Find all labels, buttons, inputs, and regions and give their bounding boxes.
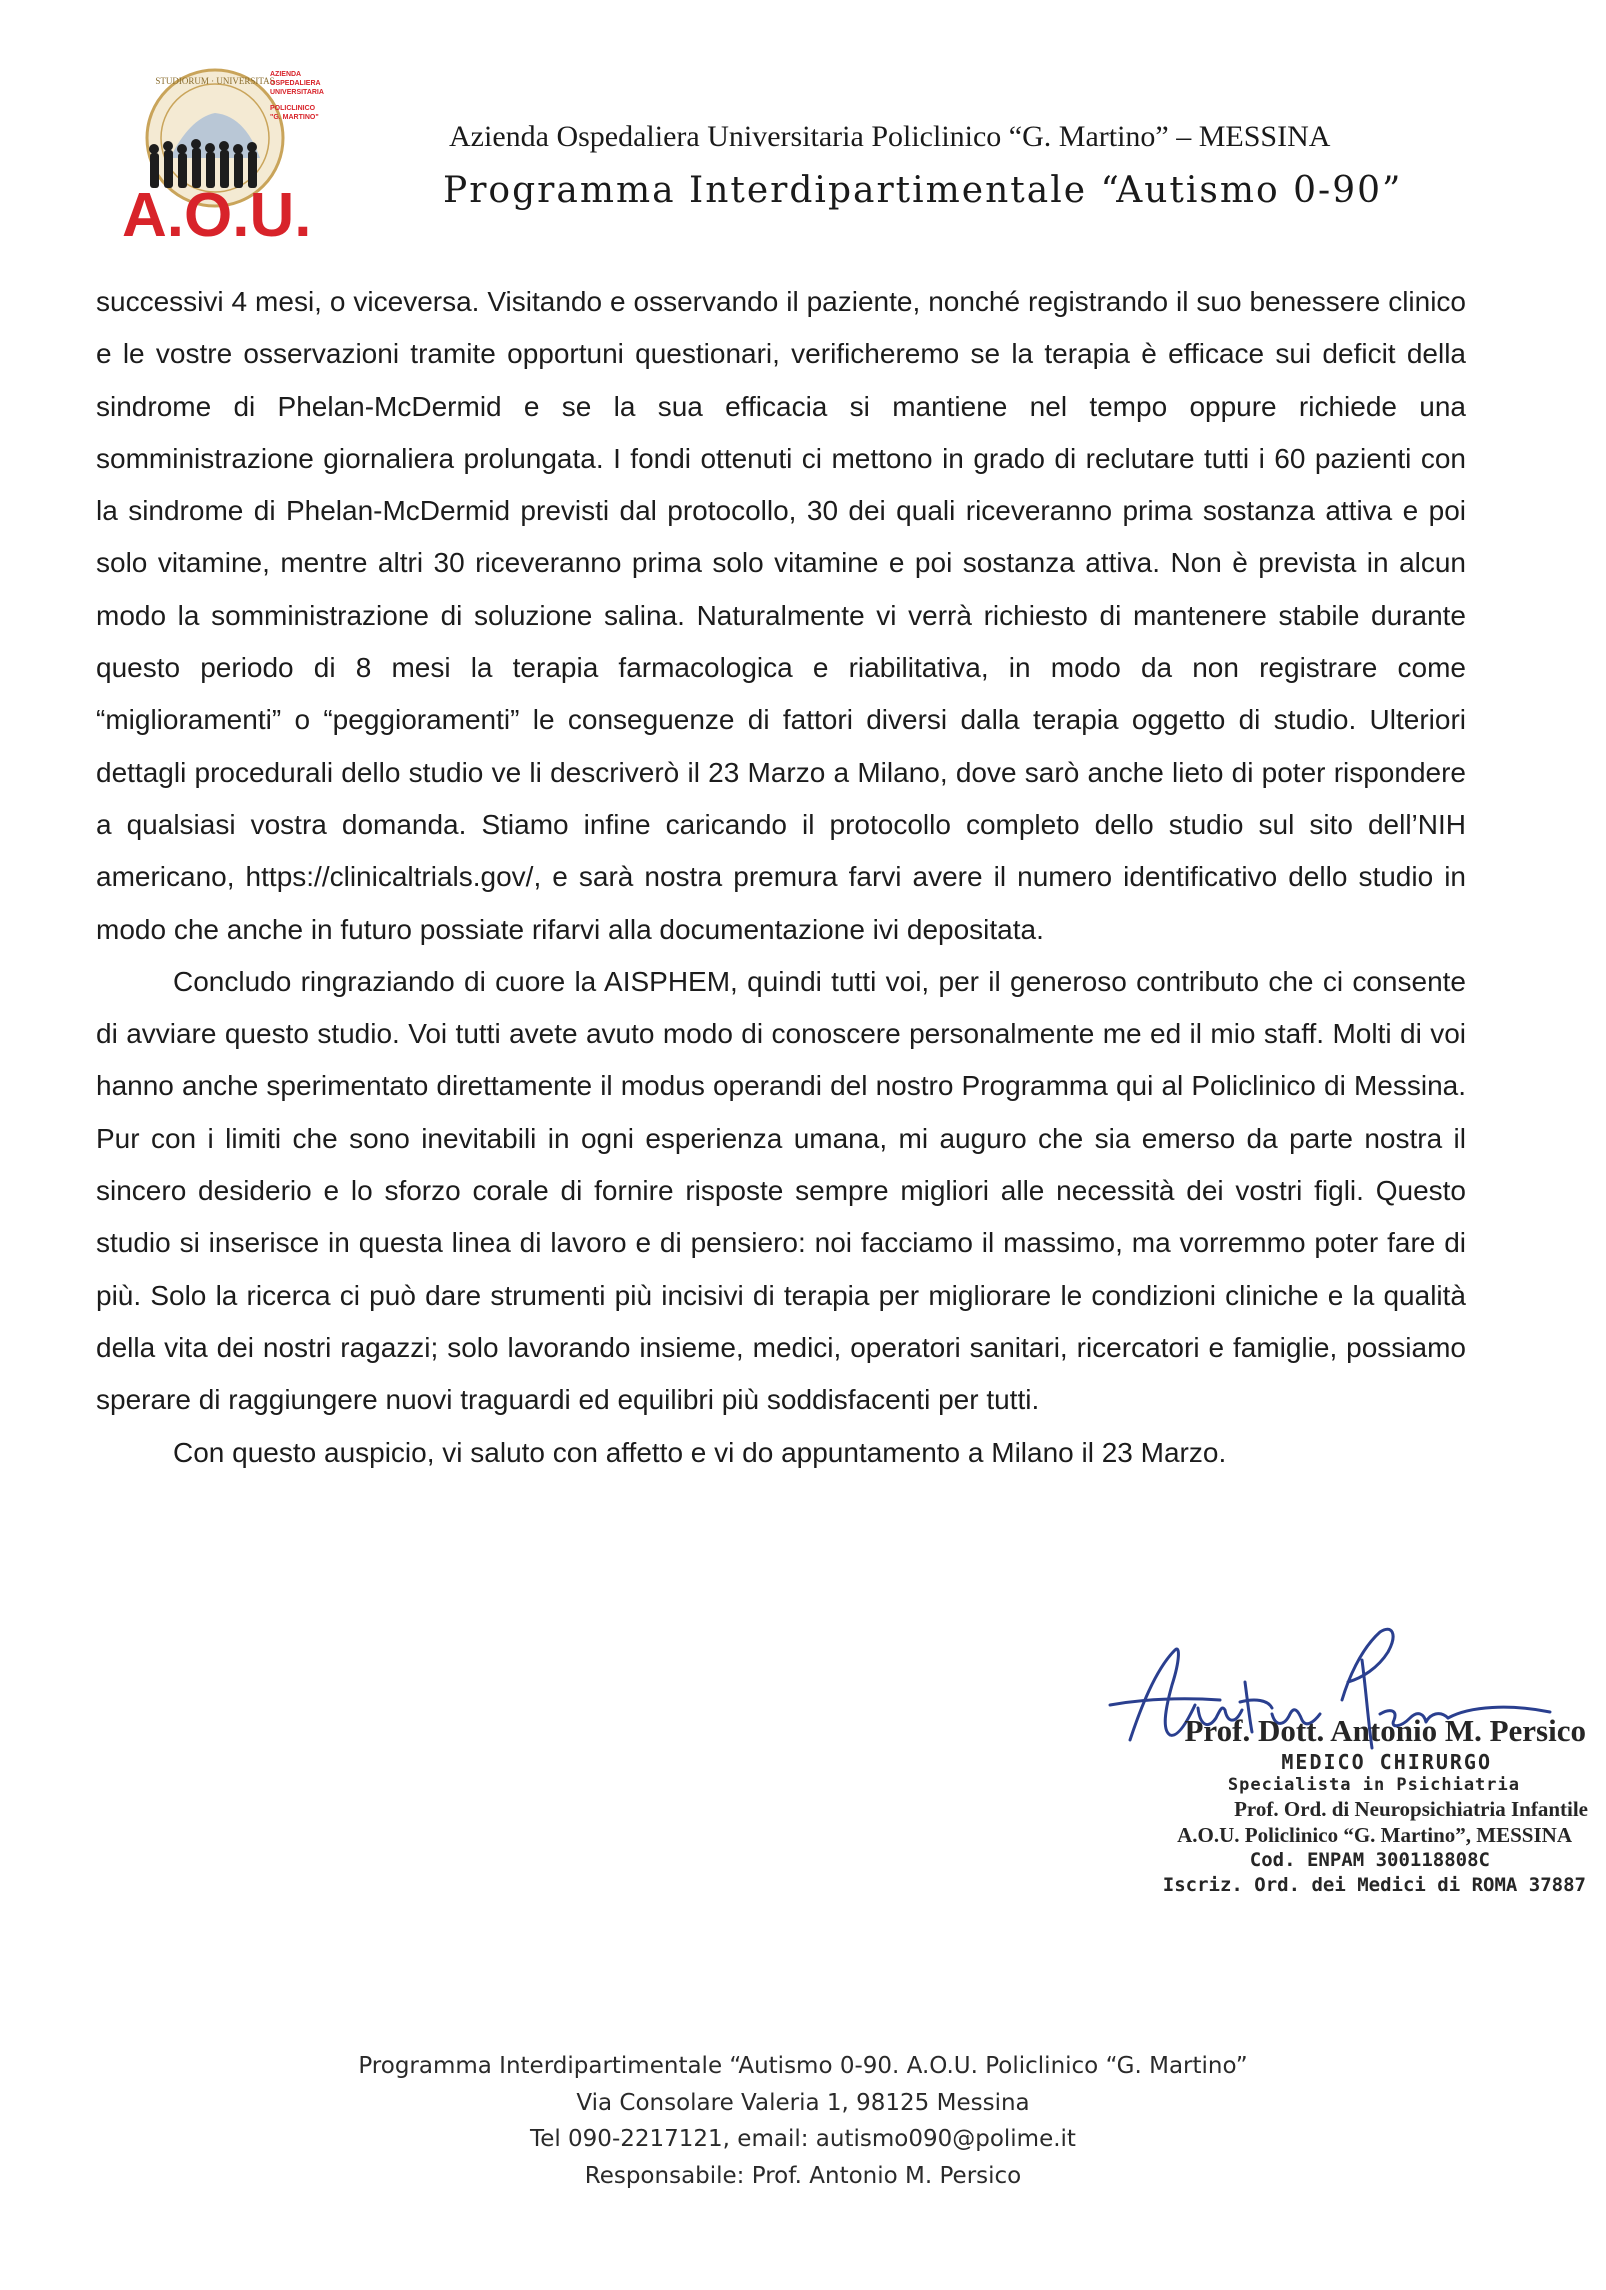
program-title: Programma Interdipartimentale “Autismo 0-90” bbox=[443, 170, 1403, 211]
footer-contact-line: Tel 090-2217121, email: autismo090@polime.it bbox=[530, 2126, 1076, 2152]
logo-side-text-4: POLICLINICO bbox=[270, 105, 316, 112]
letter-paragraph-2: Concludo ringraziando di cuore la AISPHEM, quindi tutti voi, per il generoso contributo che ci consente di avviare questo studio. Voi tutti avete avuto modo di conoscere personalmente me ed il mio staff. Molti di voi hanno anche sperimentato direttamente il modus operandi del nostro Programma qui al Policlinico di Messina. Pur con i limiti che sono inevitabili in ogni esperienza umana, mi auguro che sia emerso da parte nostra il sincero desiderio e lo sforzo corale di fornire risposte sempre migliori alle necessità dei vostri figli. Questo studio si inserisce in questa linea di lavoro e di pensiero: noi facciamo il massimo, ma vorremmo poter fare di più. Solo la ricerca ci può dare strumenti più incisivi di terapia per migliorare le condizioni cliniche e la qualità della vita dei nostri ragazzi; solo lavorando insieme, medici, operatori sanitari, ricercatori e famiglie, possiamo sperare di raggiungere nuovi traguardi ed equilibri più soddisfacenti per tutti. bbox=[96, 965, 1466, 1416]
stamp-affiliation: A.O.U. Policlinico “G. Martino”, MESSINA bbox=[1177, 1823, 1572, 1847]
signature-stamp bbox=[1100, 1712, 1600, 1898]
organization-name: Azienda Ospedaliera Universitaria Policlinico “G. Martino” – MESSINA bbox=[449, 120, 1331, 153]
stamp-specialty: Specialista in Psichiatria bbox=[1227, 1775, 1520, 1795]
stamp-role: MEDICO CHIRURGO bbox=[1281, 1750, 1492, 1774]
footer-address-line: Via Consolare Valeria 1, 98125 Messina bbox=[576, 2089, 1030, 2116]
stamp-enpam-code: Cod. ENPAM 300118808C bbox=[1249, 1849, 1490, 1871]
letter-footer bbox=[0, 2048, 1606, 2194]
logo-side-text-5: "G. MARTINO" bbox=[270, 114, 319, 121]
stamp-name: Prof. Dott. Antonio M. Persico bbox=[1184, 1713, 1586, 1748]
aou-logo-graphic bbox=[120, 58, 360, 248]
letter-body bbox=[96, 276, 1466, 1479]
logo-side-text-2: OSPEDALIERA bbox=[270, 80, 321, 87]
logo-mark: A.O.U. bbox=[122, 181, 312, 248]
footer-program-line: Programma Interdipartimentale “Autismo 0-90. A.O.U. Policlinico “G. Martino” bbox=[358, 2053, 1248, 2079]
logo-arc-text: STUDIORUM · UNIVERSITAS bbox=[155, 76, 275, 86]
logo-side-text-3: UNIVERSITARIA bbox=[270, 89, 324, 96]
footer-responsible-line: Responsabile: Prof. Antonio M. Persico bbox=[584, 2162, 1022, 2189]
aou-logo bbox=[120, 58, 360, 248]
logo-side-text-1: AZIENDA bbox=[270, 71, 302, 78]
letter-paragraph-3: Con questo auspicio, vi saluto con affetto e vi do appuntamento a Milano il 23 Marzo. bbox=[173, 1436, 1227, 1468]
stamp-registration: Iscriz. Ord. dei Medici di ROMA 37887 bbox=[1162, 1874, 1586, 1896]
stamp-professorship: Prof. Ord. di Neuropsichiatria Infantile bbox=[1234, 1797, 1588, 1821]
letter-paragraph-1: successivi 4 mesi, o viceversa. Visitando e osservando il paziente, nonché registrando il suo benessere clinico e le vostre osservazioni tramite opportuni questionari, verificheremo se la terapia è efficace sui deficit della sindrome di Phelan-McDermid e se la sua efficacia si mantiene nel tempo oppure richiede una somministrazione giornaliera prolungata. I fondi ottenuti ci mettono in grado di reclutare tutti i 60 pazienti con la sindrome di Phelan-McDermid previsti dal protocollo, 30 dei quali riceveranno prima sostanza attiva e poi solo vitamine, mentre altri 30 riceveranno prima solo vitamine e poi sostanza attiva. Non è prevista in alcun modo la somministrazione di soluzione salina. Naturalmente vi verrà richiesto di mantenere stabile durante questo periodo di 8 mesi la terapia farmacologica e riabilitativa, in modo da non registrare come “miglioramenti” o “peggioramenti” le conseguenze di fattori diversi dalla terapia oggetto di studio. Ulteriori dettagli procedurali dello studio ve li descriverò il 23 Marzo a Milano, dove sarò anche lieto di poter rispondere a qualsiasi vostra domanda. Stiamo infine caricando il protocollo completo dello studio sul sito dell’NIH americano, https://clinicaltrials.gov/, e sarà nostra premura farvi avere il numero identificativo dello studio in modo che anche in futuro possiate rifarvi alla documentazione ivi depositata. bbox=[96, 286, 1466, 945]
